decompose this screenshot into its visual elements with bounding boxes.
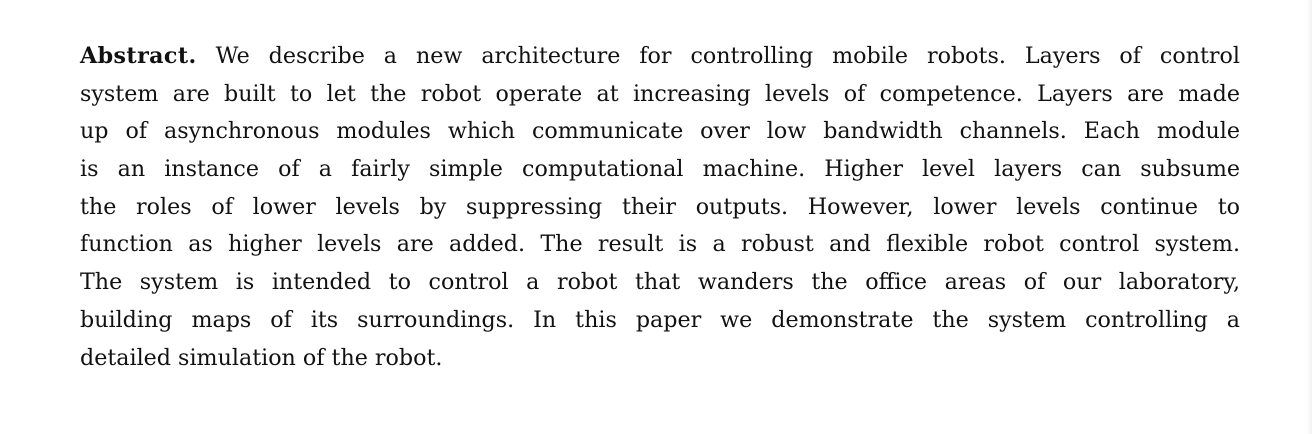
abstract-line-8: building maps of its surroundings. In this paper we demonstrate the system controlling a: [80, 306, 1240, 333]
abstract-label: Abstract.: [80, 43, 197, 69]
abstract-line-5: the roles of lower levels by suppressing their outputs. However, lower levels continue to: [80, 193, 1240, 220]
scan-edge-shadow: [1306, 0, 1312, 434]
abstract-line-2: system are built to let the robot operate at increasing levels of competence. Layers are made: [80, 80, 1240, 107]
abstract-line-1: [80, 38, 1240, 76]
abstract-line-1-text: We describe a new architecture for controlling mobile robots. Layers of control: [196, 43, 1240, 69]
abstract-line-9: detailed simulation of the robot.: [80, 344, 443, 371]
abstract-line-4: is an instance of a fairly simple computational machine. Higher level layers can subsume: [80, 156, 1240, 183]
abstract-paragraph: [80, 38, 1240, 377]
abstract-line-3: up of asynchronous modules which communicate over low bandwidth channels. Each module: [80, 118, 1240, 145]
abstract-line-6: function as higher levels are added. The result is a robust and flexible robot control system.: [80, 231, 1240, 258]
abstract-line-7: The system is intended to control a robot that wanders the office areas of our laboratory,: [80, 269, 1240, 296]
